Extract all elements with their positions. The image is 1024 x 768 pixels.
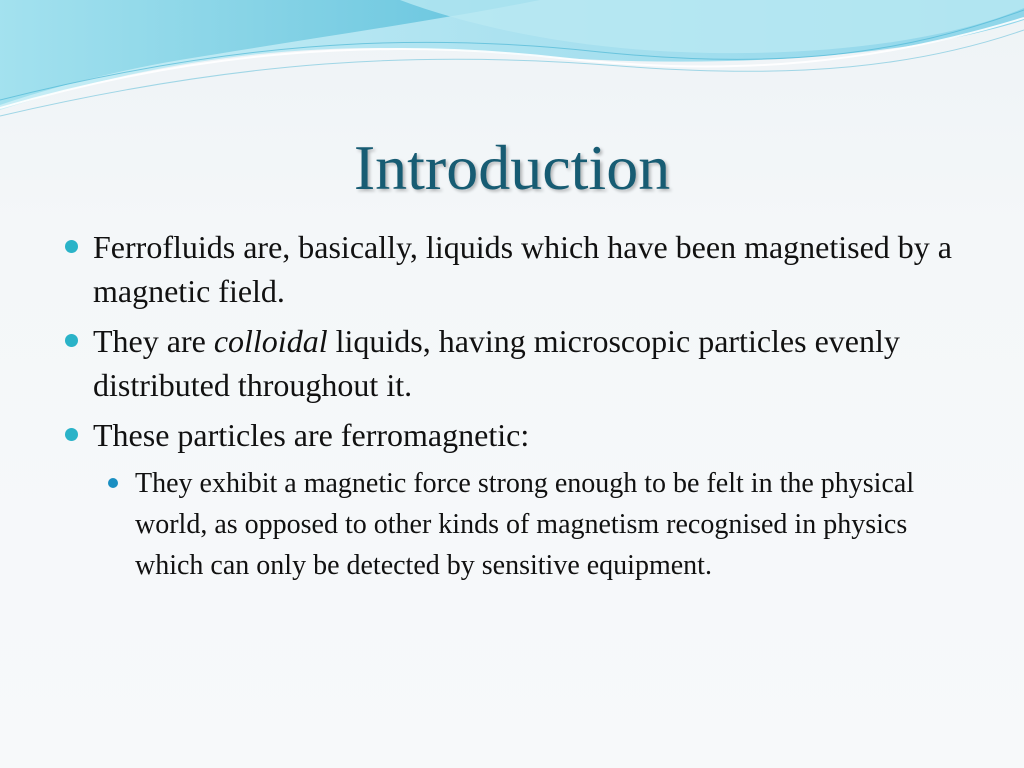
sub-bullet-dot-icon: [108, 478, 118, 488]
bullet-text-prefix: They are: [93, 323, 214, 359]
bullet-text-suffix: liquids, having microscopic particles evenly distributed throughout it.: [93, 323, 900, 403]
bullet-item-3: [60, 413, 980, 457]
bullet-dot-icon: [65, 334, 78, 347]
bullet-dot-icon: [65, 240, 78, 253]
sub-bullet-item-1: [103, 463, 980, 586]
sub-bullet-text: They exhibit a magnetic force strong enough to be felt in the physical world, as opposed to other kinds of magnetism recognised in physics which can only be detected by sensitive equipment.: [135, 468, 915, 581]
bullet-text: Ferrofluids are, basically, liquids which have been magnetised by a magnetic field.: [93, 229, 952, 309]
bullet-list: [60, 225, 980, 586]
bullet-dot-icon: [65, 428, 78, 441]
bullet-item-2: [60, 319, 980, 407]
bullet-text-emphasis: colloidal: [213, 323, 328, 359]
bullet-text: These particles are ferromagnetic:: [93, 417, 530, 453]
header-wave-decoration: [0, 0, 1024, 130]
slide-title: Introduction: [353, 132, 671, 203]
bullet-item-1: [60, 225, 980, 313]
